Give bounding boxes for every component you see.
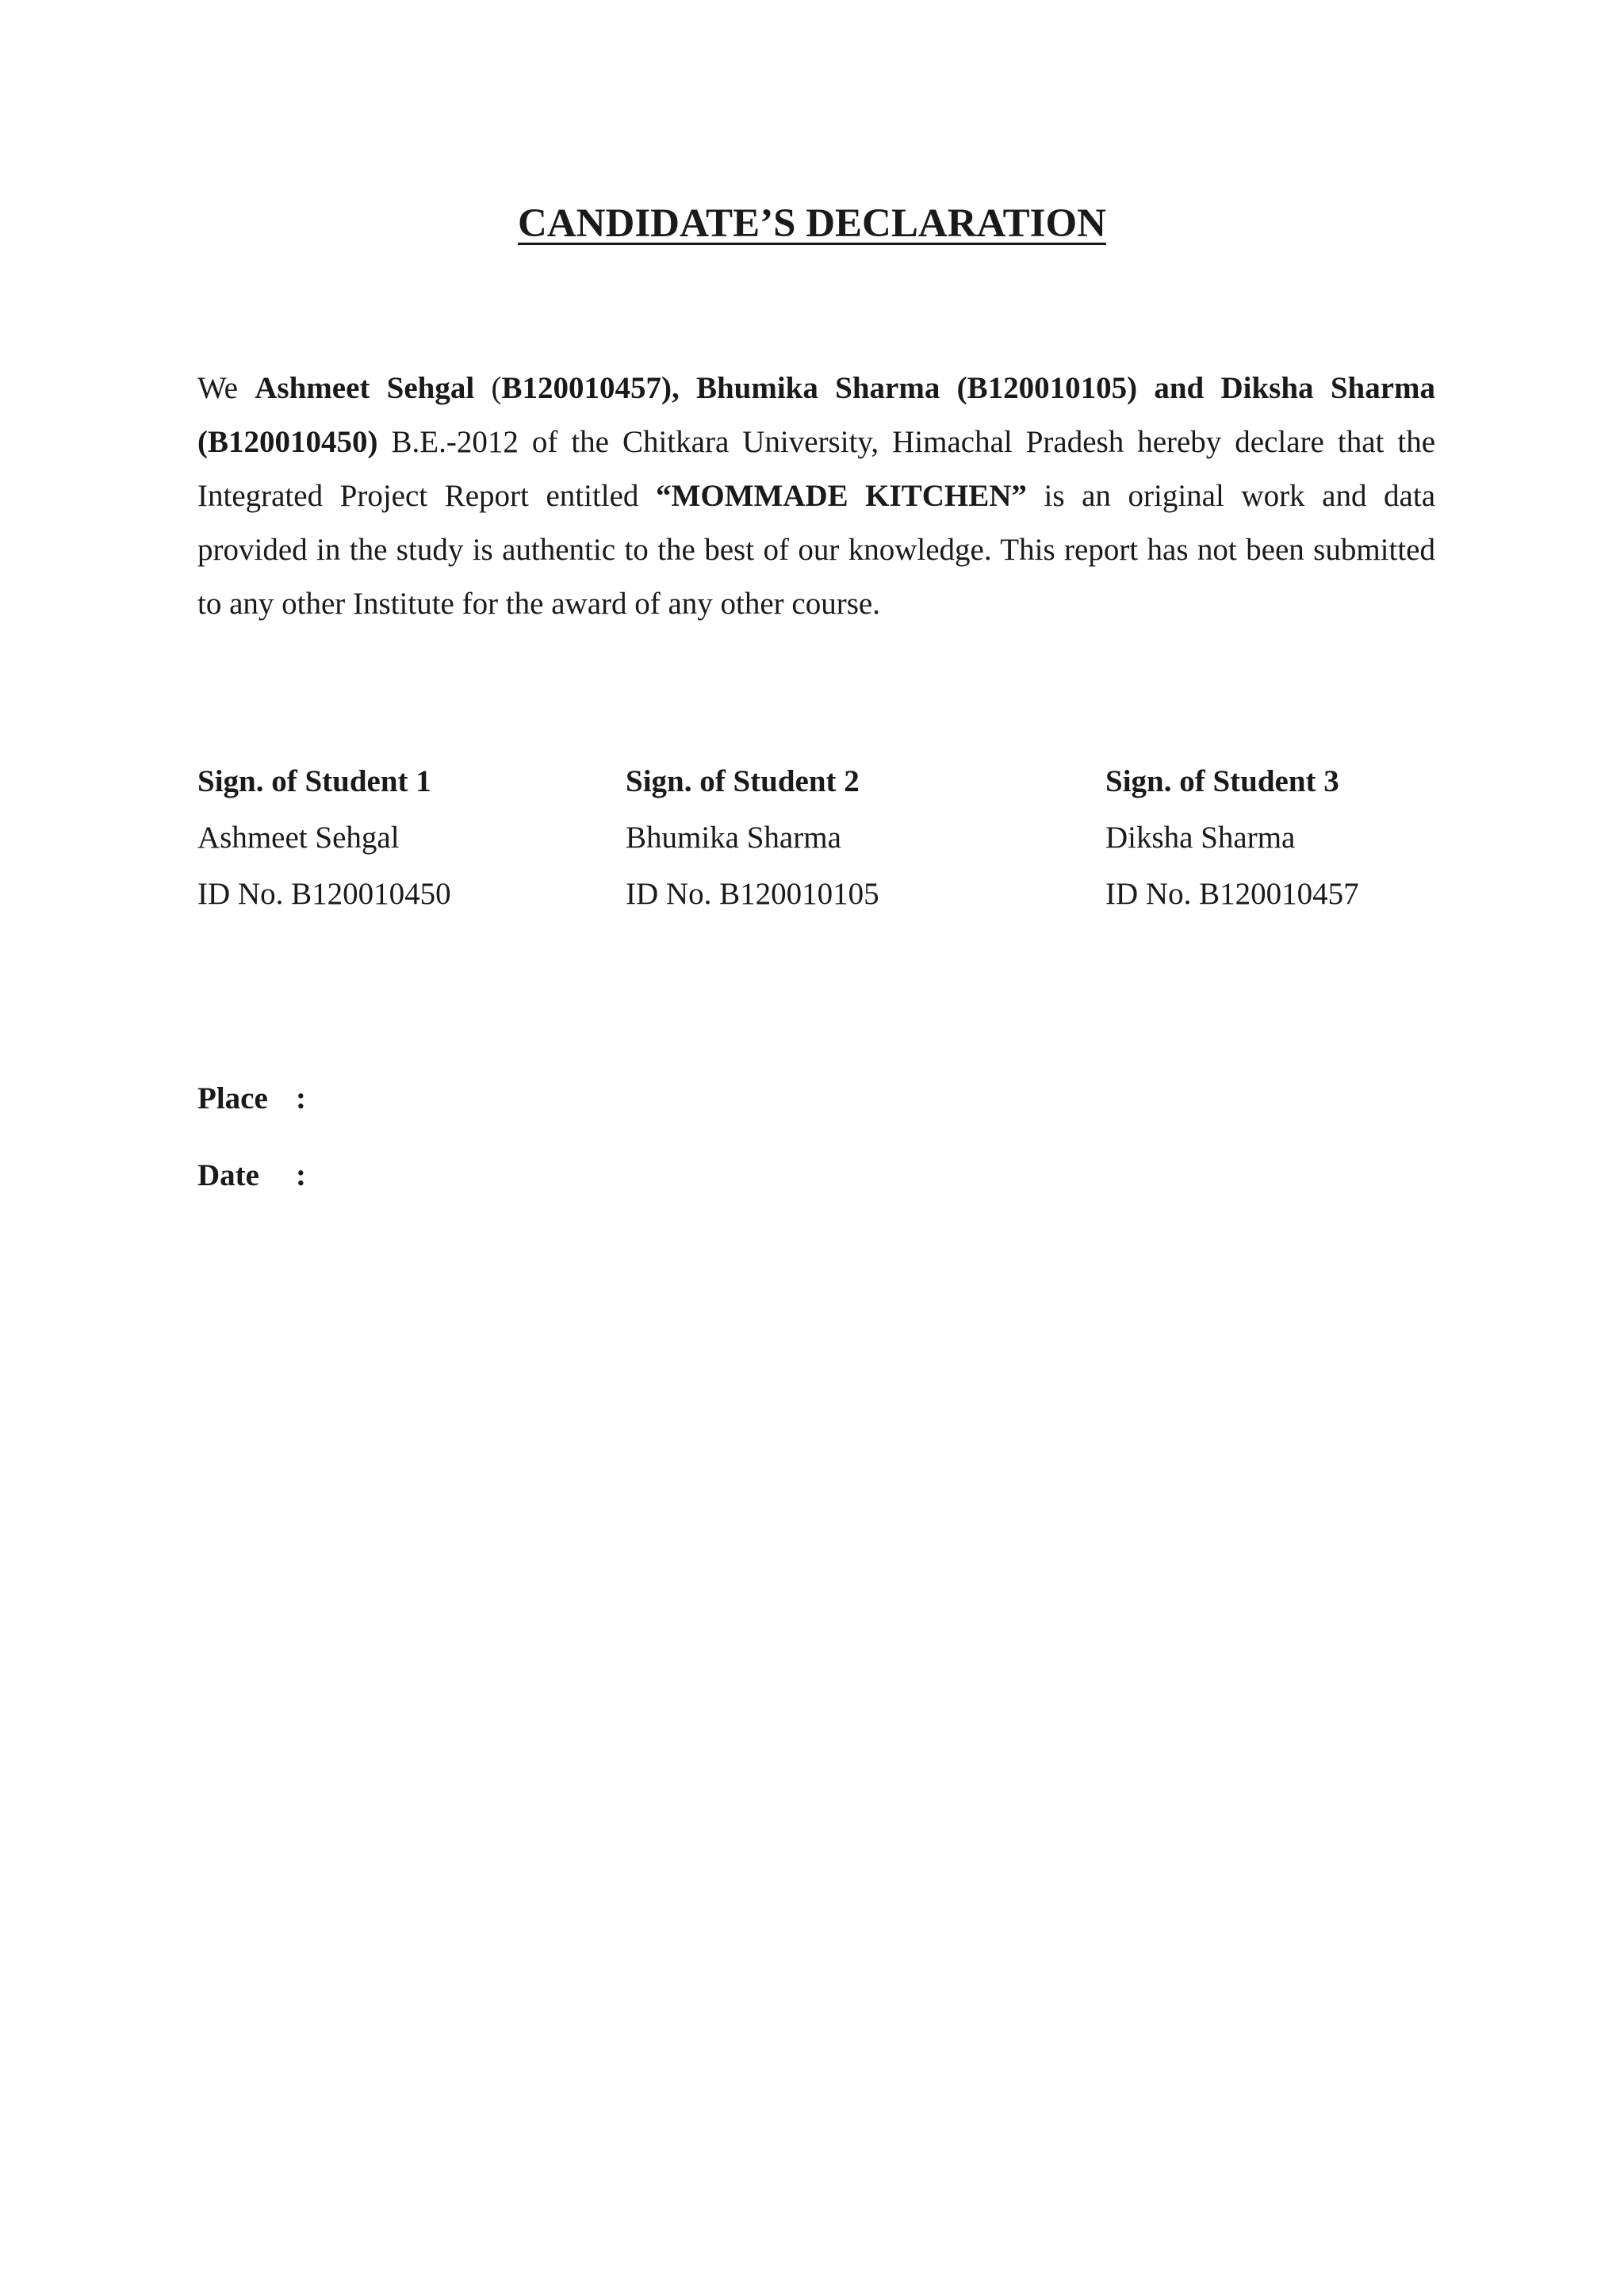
student-name: Diksha Sharma — [1105, 821, 1296, 855]
signature-heading: Sign. of Student 1 — [197, 764, 431, 798]
date-label: Date — [197, 1158, 259, 1192]
student-id: ID No. B120010450 — [197, 877, 451, 911]
signature-block-student-2 — [626, 753, 879, 922]
place-colon: : — [296, 1081, 306, 1115]
place-line — [197, 1077, 306, 1121]
page-title-text: CANDIDATE’S DECLARATION — [518, 201, 1106, 246]
para-text-3: B.E.-2012 of the Chitkara University, Himachal Pradesh hereby declare that the Integrated Project Report entitled — [197, 425, 1435, 513]
signature-heading: Sign. of Student 2 — [626, 764, 860, 798]
place-label: Place — [197, 1081, 268, 1115]
signature-block-student-3 — [1105, 753, 1359, 922]
para-bold-name: Ashmeet Sehgal — [255, 371, 475, 405]
signature-block-student-1 — [197, 753, 451, 922]
para-text-2: ( — [474, 371, 502, 405]
date-line — [197, 1154, 306, 1198]
signature-heading: Sign. of Student 3 — [1105, 764, 1339, 798]
declaration-paragraph — [197, 362, 1435, 631]
student-name: Ashmeet Sehgal — [197, 821, 400, 855]
student-name: Bhumika Sharma — [626, 821, 841, 855]
para-text-1: We — [197, 371, 255, 405]
para-text-4: is an original work and data provided in the study is authentic to the best of our knowledge. This report has not been submitted to any other Institute for the award of any other course. — [197, 479, 1436, 621]
student-id: ID No. B120010105 — [626, 877, 879, 911]
student-id: ID No. B120010457 — [1105, 877, 1359, 911]
date-colon: : — [296, 1158, 306, 1192]
para-bold-ids: B120010457), Bhumika Sharma (B120010105) and Diksha Sharma (B120010450) — [197, 371, 1435, 459]
para-bold-project-title: “MOMMADE KITCHEN” — [656, 479, 1027, 513]
page-title — [0, 197, 1624, 251]
